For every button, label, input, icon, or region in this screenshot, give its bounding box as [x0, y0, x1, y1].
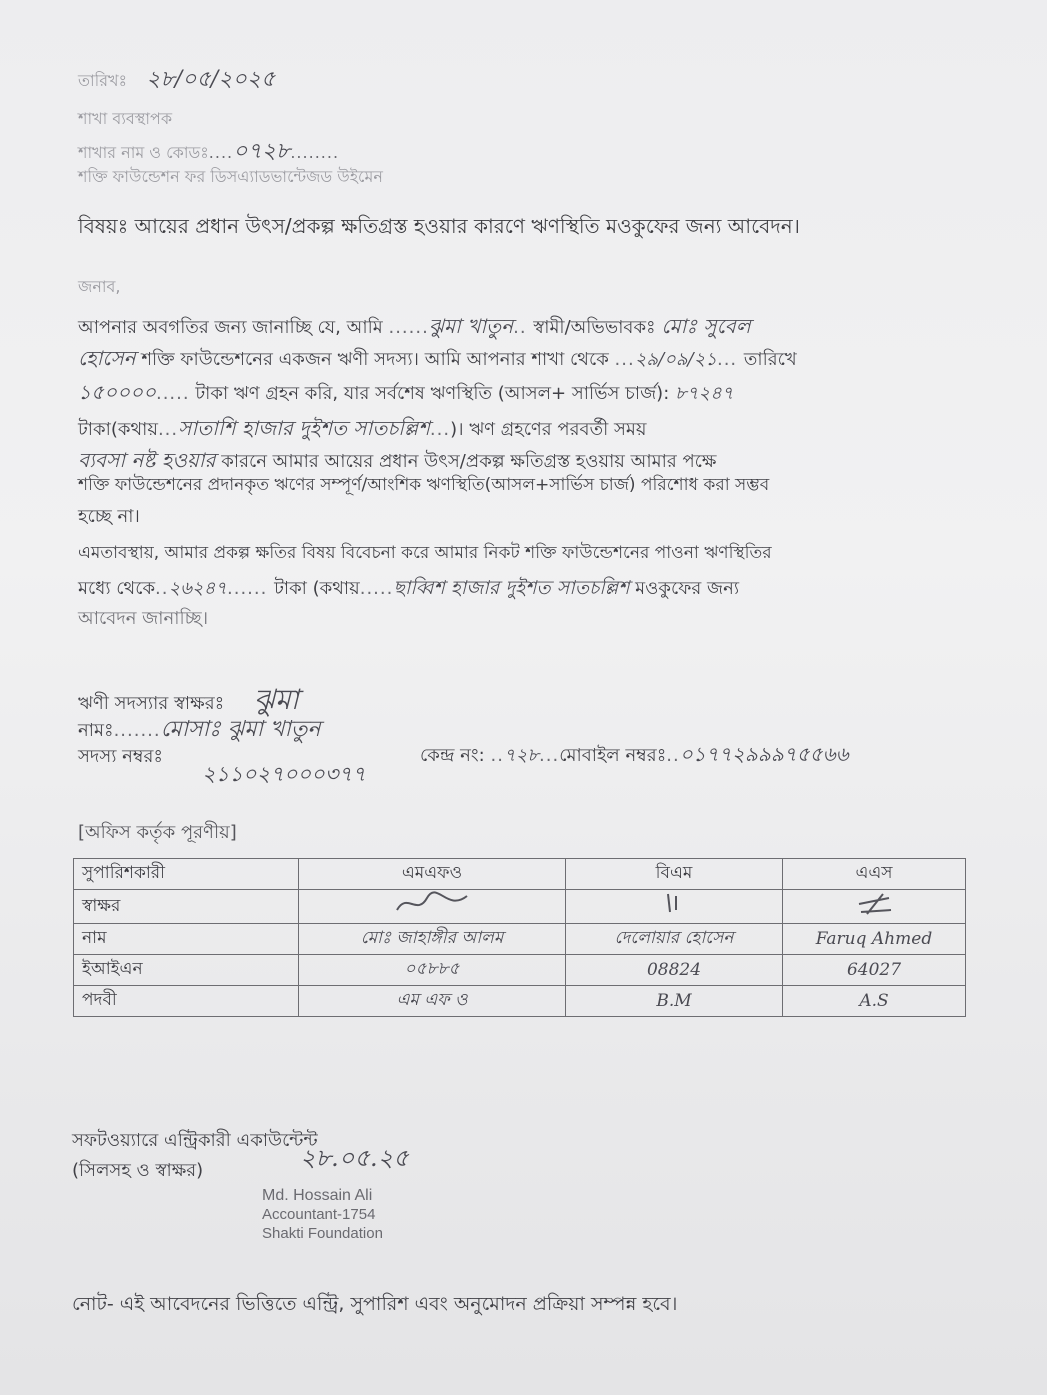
office-row-label: স্বাক্ষর: [74, 890, 299, 924]
center-label: কেন্দ্র নং:: [420, 745, 485, 766]
bm-signature: [566, 890, 783, 924]
office-title: [অফিস কর্তৃক পূরণীয়]: [78, 822, 237, 843]
org-line: শক্তি ফাউন্ডেশন ফর ডিসএ্যাডভান্টেজড উইমেন: [78, 167, 383, 186]
signature-scribble-icon: [849, 890, 899, 918]
accountant-label-1: সফটওয়্যারে এন্ট্রিকারী একাউন্টেন্ট: [72, 1130, 318, 1151]
office-row-ein: [74, 955, 966, 986]
para1-line7: হচ্ছে না।: [78, 506, 140, 527]
para2-line1: এমতাবস্থায়, আমার প্রকল্প ক্ষতির বিষয় বিবেচনা করে আমার নিকট শক্তি ফাউন্ডেশনের পাওনা ঋণস্থিতির: [78, 543, 772, 563]
balance-words-hand: সাতাশি হাজার দুইশত সাতচল্লিশ: [178, 416, 430, 440]
mobile-hand: ০১৭৭২৯৯৯৭৫৫৬৬: [679, 742, 849, 766]
as-signature: [783, 890, 966, 924]
mfo-signature: [299, 890, 566, 924]
applicant-sign-label: ঋণী সদস্যার স্বাক্ষরঃ: [78, 693, 225, 714]
waive-words-label: টাকা (কথায়: [274, 578, 360, 599]
accountant-sign-date: ২৮.০৫.২৫: [300, 1144, 409, 1172]
office-header-cell: এমএফও: [299, 859, 566, 890]
para2-line2: মধ্যে থেকে..২৬২৪৭...... টাকা (কথায়.....ছাব্বিশ হাজার দুইশত সাতচল্লিশ মওকুফের জন্য: [78, 577, 740, 599]
accountant-label-2: (সিলসহ ও স্বাক্ষর): [72, 1160, 204, 1181]
to-line: শাখা ব্যবস্থাপক: [78, 109, 173, 128]
date-label: তারিখঃ: [78, 71, 128, 90]
mobile-label: মোবাইল নম্বরঃ: [559, 745, 667, 766]
para1-line3: ১৫০০০০..... টাকা ঋণ গ্রহন করি, যার সর্বশেষ ঋণস্থিতি (আসল+ সার্ভিস চার্জ): ৮৭২৪৭: [78, 380, 734, 404]
note-line: নোট- এই আবেদনের ভিত্তিতে এন্ট্রি, সুপারিশ এবং অনুমোদন প্রক্রিয়া সম্পন্ন হবে।: [72, 1293, 678, 1315]
stamp-line-1: Md. Hossain Ali: [262, 1187, 373, 1204]
husband-label: স্বামী/অভিভাবকঃ: [533, 317, 656, 338]
stamp-line-2: Accountant-1754: [262, 1206, 376, 1223]
loan-date-hand: ২৯/০৯/২১: [634, 349, 717, 370]
applicant-member-line: [78, 742, 163, 773]
para1-line2: হোসেন শক্তি ফাউন্ডেশনের একজন ঋণী সদস্য। আমি আপনার শাখা থেকে ...২৯/০৯/২১... তারিখে: [78, 346, 797, 370]
office-cell: ০৫৮৮৫: [299, 955, 566, 986]
signature-scribble-icon: [654, 890, 694, 918]
accountant-stamp: [262, 1186, 383, 1243]
para1-line6: শক্তি ফাউন্ডেশনের প্রদানকৃত ঋণের সম্পূর্ণ/আংশিক ঋণস্থিতি(আসল+সার্ভিস চার্জ) পরিশোধ করা সম্ভব: [78, 475, 770, 495]
office-row-label: ইআইএন: [74, 955, 299, 986]
office-row-label: নাম: [74, 924, 299, 955]
center-mobile-line: কেন্দ্র নং: ..৭২৮...মোবাইল নম্বরঃ..০১৭৭২৯৯৯৭৫৫৬৬: [420, 742, 849, 766]
office-header-cell: এএস: [783, 859, 966, 890]
office-cell: এম এফ ও: [299, 986, 566, 1017]
waive-amount-hand: ২৬২৪৭: [168, 578, 227, 599]
para1-l3-text: টাকা ঋণ গ্রহন করি, যার সর্বশেষ ঋণস্থিতি (আসল+ সার্ভিস চার্জ):: [195, 383, 670, 404]
office-cell: A.S: [783, 986, 966, 1017]
office-cell: মোঃ জাহাঙ্গীর আলম: [299, 924, 566, 955]
member-name-hand: ঝুমা খাতুন: [428, 314, 514, 338]
office-row-designation: [74, 986, 966, 1017]
date-line: [78, 62, 275, 99]
office-cell: Faruq Ahmed: [783, 924, 966, 955]
para1-line1: আপনার অবগতির জন্য জানাচ্ছি যে, আমি ......ঝুমা খাতুন.. স্বামী/অভিভাবকঃ মোঃ সুবেল: [78, 314, 751, 338]
balance-hand: ৮৭২৪৭: [675, 383, 734, 404]
para2-line3: আবেদন জানাচ্ছি।: [78, 608, 209, 629]
para1-l5-text: কারনে আমার আয়ের প্রধান উৎস/প্রকল্প ক্ষতিগ্রস্ত হওয়ায় আমার পক্ষে: [221, 451, 717, 472]
member-no-label: সদস্য নম্বরঃ: [78, 746, 164, 767]
office-header-row: [74, 859, 966, 890]
center-hand: ৭২৮: [503, 745, 540, 766]
subject-line: বিষয়ঃ আয়ের প্রধান উৎস/প্রকল্প ক্ষতিগ্রস্ত হওয়ার কারণে ঋণস্থিতি মওকুফের জন্য আবেদন।: [78, 214, 800, 238]
applicant-name-hand: মোসাঃ ঝুমা খাতুন: [160, 717, 321, 742]
branch-code: ০৭২৮: [233, 139, 291, 164]
para2-l2-suffix: মওকুফের জন্য: [635, 578, 740, 599]
husband-hand: মোঃ সুবেল: [661, 314, 751, 338]
office-header-cell: বিএম: [566, 859, 783, 890]
office-cell: 08824: [566, 955, 783, 986]
date-value: ২৮/০৫/২০২৫: [146, 67, 276, 92]
office-cell: 64027: [783, 955, 966, 986]
para1-line4: টাকা(কথায়...সাতাশি হাজার দুইশত সাতচল্লিশ...)। ঋণ গ্রহণের পরবর্তী সময়: [78, 416, 647, 440]
para1-l2-text: শক্তি ফাউন্ডেশনের একজন ঋণী সদস্য। আমি আপনার শাখা থেকে: [141, 349, 609, 370]
loan-date-label: তারিখে: [743, 349, 797, 370]
balance-words-label: টাকা(কথায়: [78, 419, 158, 440]
applicant-name-label: নামঃ: [78, 720, 114, 741]
office-row-label: পদবী: [74, 986, 299, 1017]
signature-scribble-icon: [387, 890, 477, 918]
waive-words-hand: ছাব্বিশ হাজার দুইশত সাতচল্লিশ: [393, 577, 630, 599]
office-header-cell: সুপারিশকারী: [74, 859, 299, 890]
para1-l4-text: )। ঋণ গ্রহণের পরবর্তী সময়: [450, 419, 647, 440]
para2-l2-prefix: মধ্যে থেকে: [78, 578, 156, 599]
applicant-name-line: নামঃ.......মোসাঃ ঝুমা খাতুন: [78, 717, 321, 742]
stamp-line-3: Shakti Foundation: [262, 1225, 383, 1242]
applicant-signature: ঝুমা: [253, 683, 299, 716]
branch-label: শাখার নাম ও কোডঃ: [78, 143, 209, 162]
loan-amount-hand: ১৫০০০০: [78, 380, 156, 404]
reason-hand: ব্যবসা নষ্ট হওয়ার: [78, 448, 216, 472]
salutation: জনাব,: [78, 277, 121, 296]
member-no-hand: ২১১০২৭০০০৩৭৭: [202, 762, 366, 786]
office-row-signature: [74, 890, 966, 924]
branch-line: শাখার নাম ও কোডঃ....০৭২৮........: [78, 139, 340, 164]
para1-l1-prefix: আপনার অবগতির জন্য জানাচ্ছি যে, আমি: [78, 317, 383, 338]
husband-cont-hand: হোসেন: [78, 346, 136, 370]
office-cell: দেলোয়ার হোসেন: [566, 924, 783, 955]
office-table: [73, 858, 966, 1017]
office-cell: B.M: [566, 986, 783, 1017]
office-row-name: [74, 924, 966, 955]
